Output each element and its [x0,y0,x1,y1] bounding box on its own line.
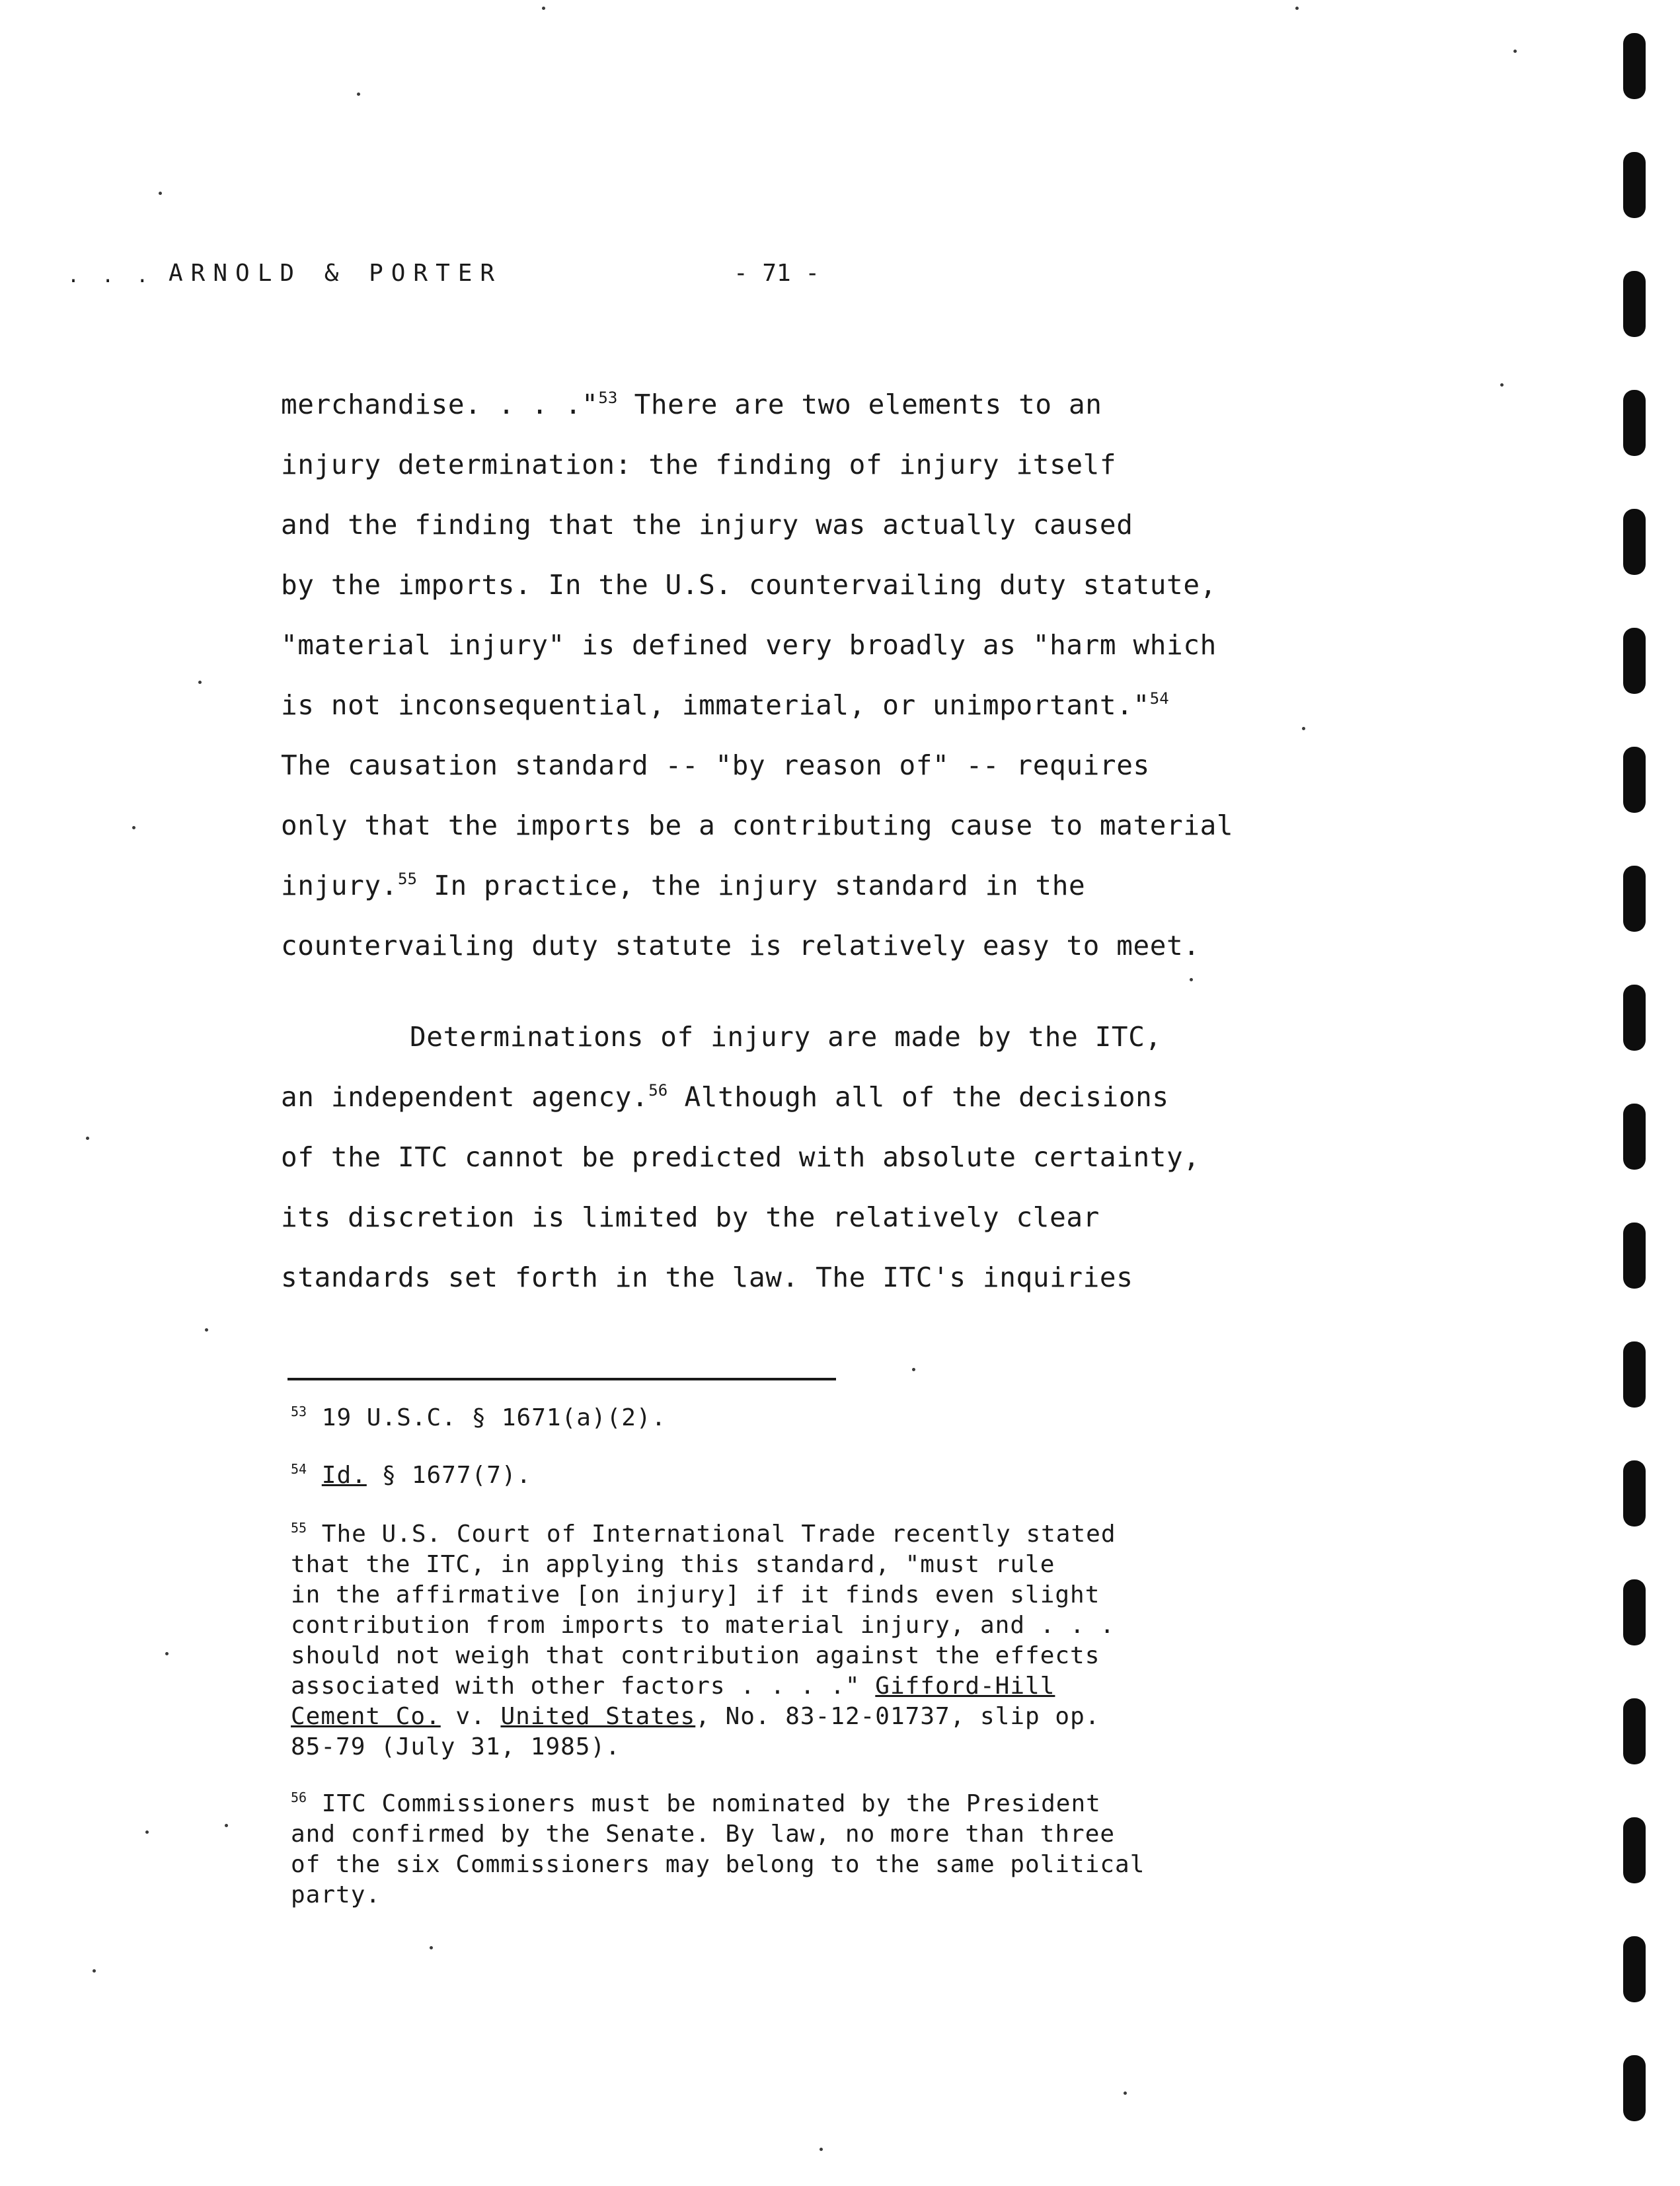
footnote-mark: 53 [291,1404,307,1419]
scan-speck [820,2148,823,2151]
footnote-53: $^{53}$ 19 U.S.C. § 1671(a)(2). [291,1404,667,1431]
punch-hole [1623,1223,1646,1289]
punch-hole [1623,152,1646,218]
scan-speck [225,1824,228,1827]
body-line: merchandise. . . ."$^{53}$ There are two elements to an [281,389,1102,420]
body-line: an independent agency.$^{56}$ Although all of the decisions [281,1081,1169,1113]
footnote-line: party. [291,1881,381,1908]
punch-hole [1623,866,1646,932]
footnote-ref: 56 [648,1081,668,1100]
footnote-divider [287,1378,836,1380]
punch-hole [1623,2055,1646,2121]
footnote-ref: 54 [1149,689,1169,708]
punch-hole [1623,1104,1646,1170]
body-line: "material injury" is defined very broadly as "harm which [281,629,1217,661]
scan-speck [912,1368,915,1371]
footnote-line: that the ITC, in applying this standard, "must rule [291,1551,1055,1578]
body-line: of the ITC cannot be predicted with absolute certainty, [281,1141,1200,1173]
footnote-line: Cement Co. v. United States, No. 83-12-01737, slip op. [291,1703,1100,1730]
footnote-line: 85-79 (July 31, 1985). [291,1733,621,1760]
footnote-mark: 55 [291,1520,307,1536]
punch-hole [1623,747,1646,813]
scan-speck [1295,7,1299,10]
punch-hole [1623,271,1646,337]
scan-speck [430,1946,433,1949]
scan-speck [1190,978,1193,981]
punch-hole [1623,509,1646,575]
footnote-line: and confirmed by the Senate. By law, no more than three [291,1821,1116,1848]
body-line: Determinations of injury are made by the ITC, [410,1021,1162,1053]
body-line: countervailing duty statute is relatively easy to meet. [281,930,1200,961]
scan-speck [1302,727,1305,730]
body-line: its discretion is limited by the relatively clear [281,1201,1100,1233]
case-name: Gifford-Hill [875,1673,1055,1700]
punch-hole [1623,390,1646,456]
scan-speck [93,1969,96,1973]
footnote-line: in the affirmative [on injury] if it finds even slight [291,1581,1100,1608]
case-name: Cement Co. [291,1703,441,1730]
body-line: only that the imports be a contributing cause to material [281,810,1234,841]
scan-speck [165,1652,169,1655]
body-line: standards set forth in the law. The ITC's inquiries [281,1262,1133,1293]
footnote-line: should not weigh that contribution against the effects [291,1642,1100,1669]
punch-hole [1623,33,1646,99]
footnote-line: associated with other factors . . . ." Gifford-Hill [291,1673,1055,1700]
punch-hole [1623,1817,1646,1883]
scan-speck [1500,383,1504,387]
scan-speck [132,826,135,829]
punch-hole [1623,628,1646,694]
body-line: injury determination: the finding of injury itself [281,449,1117,480]
footnote-line: contribution from imports to material injury, and . . . [291,1612,1116,1639]
footnote-mark: 56 [291,1790,307,1805]
punch-hole [1623,1460,1646,1526]
scan-speck [1513,50,1517,53]
footnote-line: of the six Commissioners may belong to the same political [291,1851,1145,1878]
case-name: United States [500,1703,696,1730]
footnote-ref: 55 [398,870,417,888]
punch-hole [1623,985,1646,1051]
scan-speck [159,192,162,195]
header-dots: . . . [67,264,154,287]
body-line: and the finding that the injury was actually caused [281,509,1133,541]
footnote-line: $^{55}$ The U.S. Court of International Trade recently stated [291,1520,1116,1548]
body-line: by the imports. In the U.S. countervailing duty statute, [281,569,1217,601]
footnote-line: $^{56}$ ITC Commissioners must be nominated by the President [291,1790,1101,1817]
scan-speck [542,7,545,10]
body-line: The causation standard -- "by reason of" -- requires [281,749,1150,781]
body-line: is not inconsequential, immaterial, or unimportant."$^{54}$ [281,689,1169,721]
body-line: injury.$^{55}$ In practice, the injury standard in the [281,870,1086,901]
scan-speck [205,1328,208,1332]
footnote-mark: 54 [291,1461,307,1477]
page-number: - 71 - [734,260,820,287]
scan-speck [1124,2092,1127,2095]
punch-hole [1623,1341,1646,1408]
punch-hole [1623,1698,1646,1764]
firm-name-header: ARNOLD & PORTER [169,260,503,287]
scan-speck [145,1830,149,1834]
footnote-54: $^{54}$ Id. § 1677(7). [291,1461,532,1489]
punch-hole [1623,1936,1646,2002]
footnote-ref: 53 [598,389,618,407]
scan-speck [86,1137,89,1140]
scan-speck [357,93,360,96]
scan-speck [198,681,202,684]
punch-hole [1623,1579,1646,1645]
